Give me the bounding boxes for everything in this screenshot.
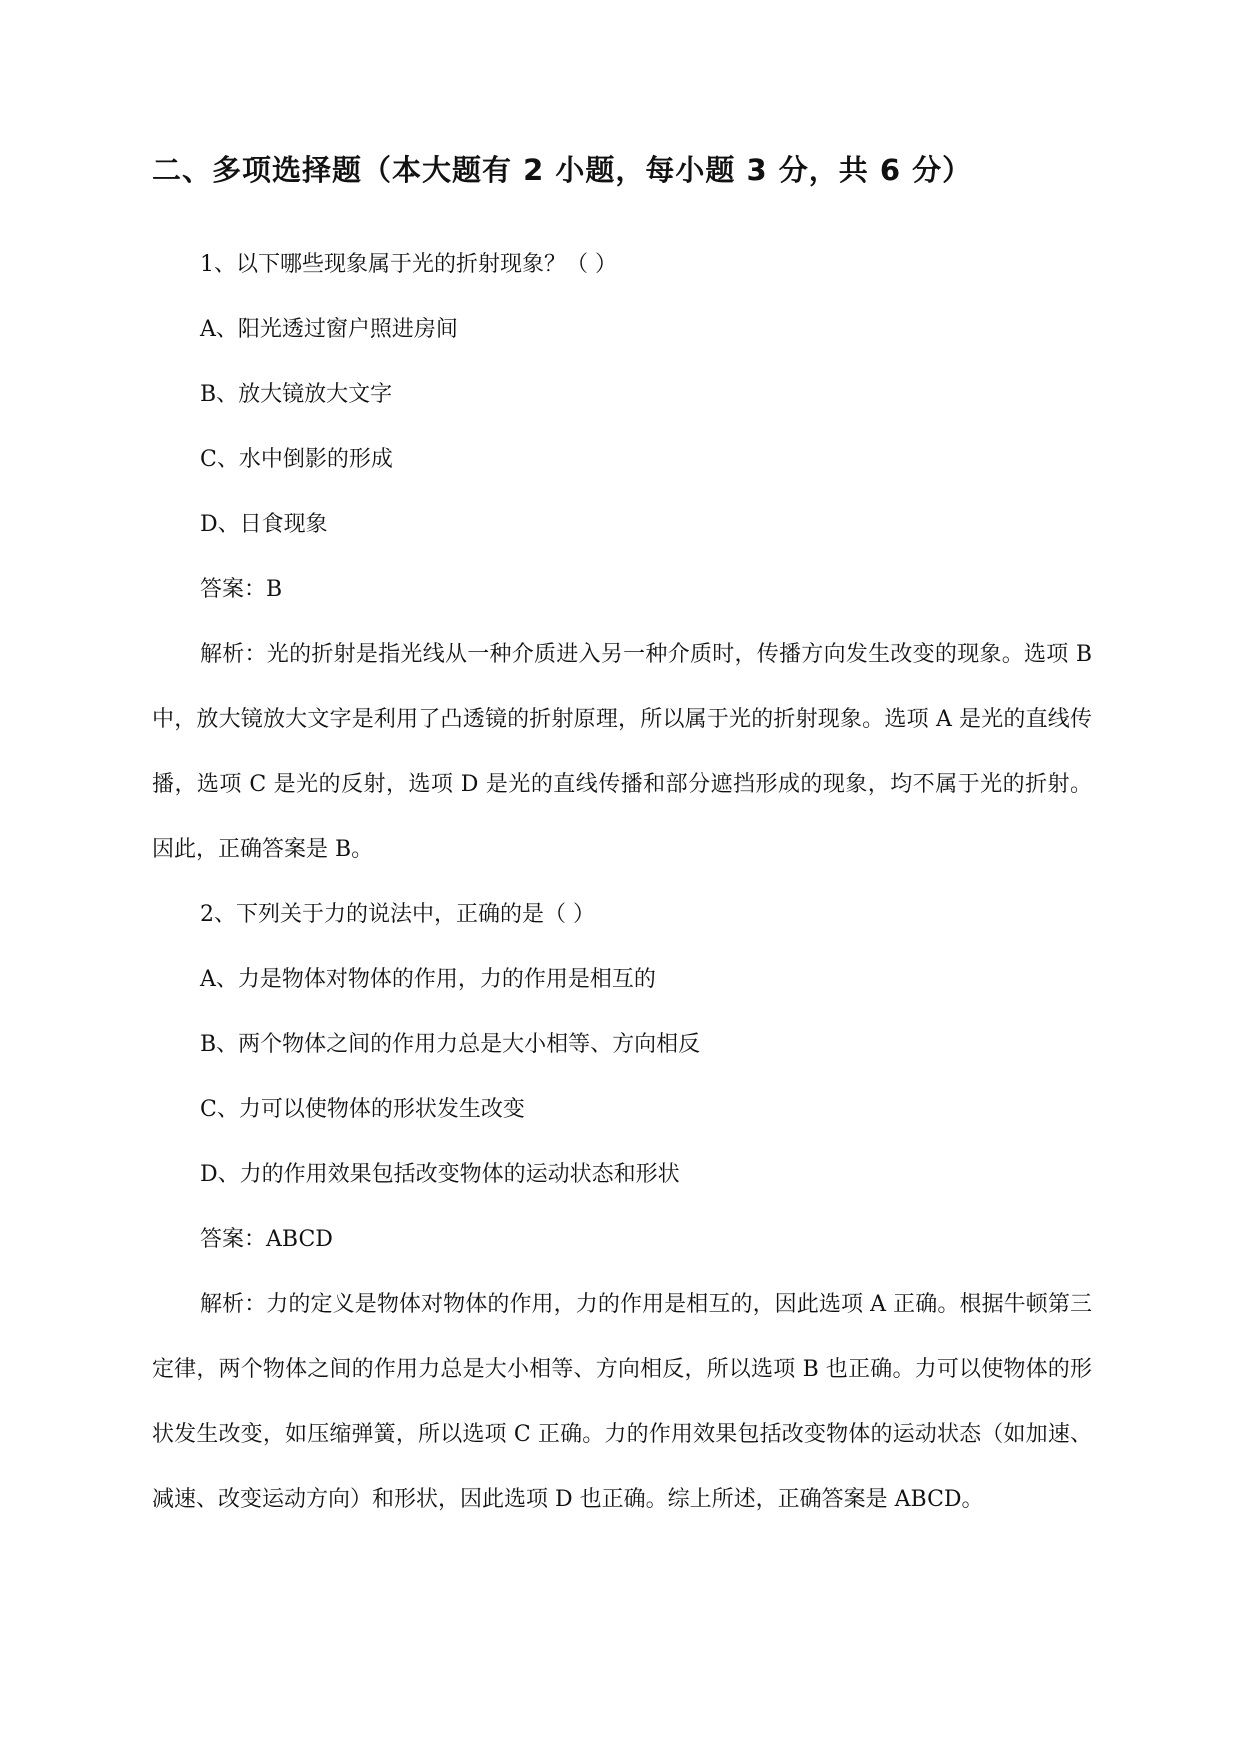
- analysis: 解析：力的定义是物体对物体的作用，力的作用是相互的，因此选项 A 正确。根据牛顿第三定律，两个物体之间的作用力总是大小相等、方向相反，所以选项 B 也正确。力可以使物体的形状发生改变，如压缩弹簧，所以选项 C 正确。力的作用效果包括改变物体的运动状态（如加速、减速、改变运动方向）和形状，因此选项 D 也正确。综上所述，正确答案是 ABCD。: [152, 1292, 1092, 1512]
- analysis: 解析：光的折射是指光线从一种介质进入另一种介质时，传播方向发生改变的现象。选项 B 中，放大镜放大文字是利用了凸透镜的折射原理，所以属于光的折射现象。选项 A 是光的直线传播，选项 C 是光的反射，选项 D 是光的直线传播和部分遮挡形成的现象，均不属于光的折射。因此，正确答案是 B。: [152, 642, 1092, 862]
- question-1: [152, 232, 1092, 882]
- question-stem: 2、下列关于力的说法中，正确的是（ ）: [200, 902, 595, 927]
- question-stem: 1、以下哪些现象属于光的折射现象？（ ）: [200, 252, 617, 277]
- questions-container: [152, 232, 1092, 1532]
- answer: 答案：ABCD: [200, 1227, 333, 1252]
- option-a: A、阳光透过窗户照进房间: [200, 317, 458, 342]
- option-d: D、力的作用效果包括改变物体的运动状态和形状: [200, 1162, 680, 1187]
- question-2: [152, 882, 1092, 1532]
- answer: 答案：B: [200, 577, 283, 602]
- option-c: C、力可以使物体的形状发生改变: [200, 1097, 525, 1122]
- option-c: C、水中倒影的形成: [200, 447, 393, 472]
- section-title: 二、多项选择题（本大题有 2 小题，每小题 3 分，共 6 分）: [152, 153, 973, 187]
- option-a: A、力是物体对物体的作用，力的作用是相互的: [200, 967, 656, 992]
- option-d: D、日食现象: [200, 512, 328, 537]
- option-b: B、放大镜放大文字: [200, 382, 393, 407]
- option-b: B、两个物体之间的作用力总是大小相等、方向相反: [200, 1032, 701, 1057]
